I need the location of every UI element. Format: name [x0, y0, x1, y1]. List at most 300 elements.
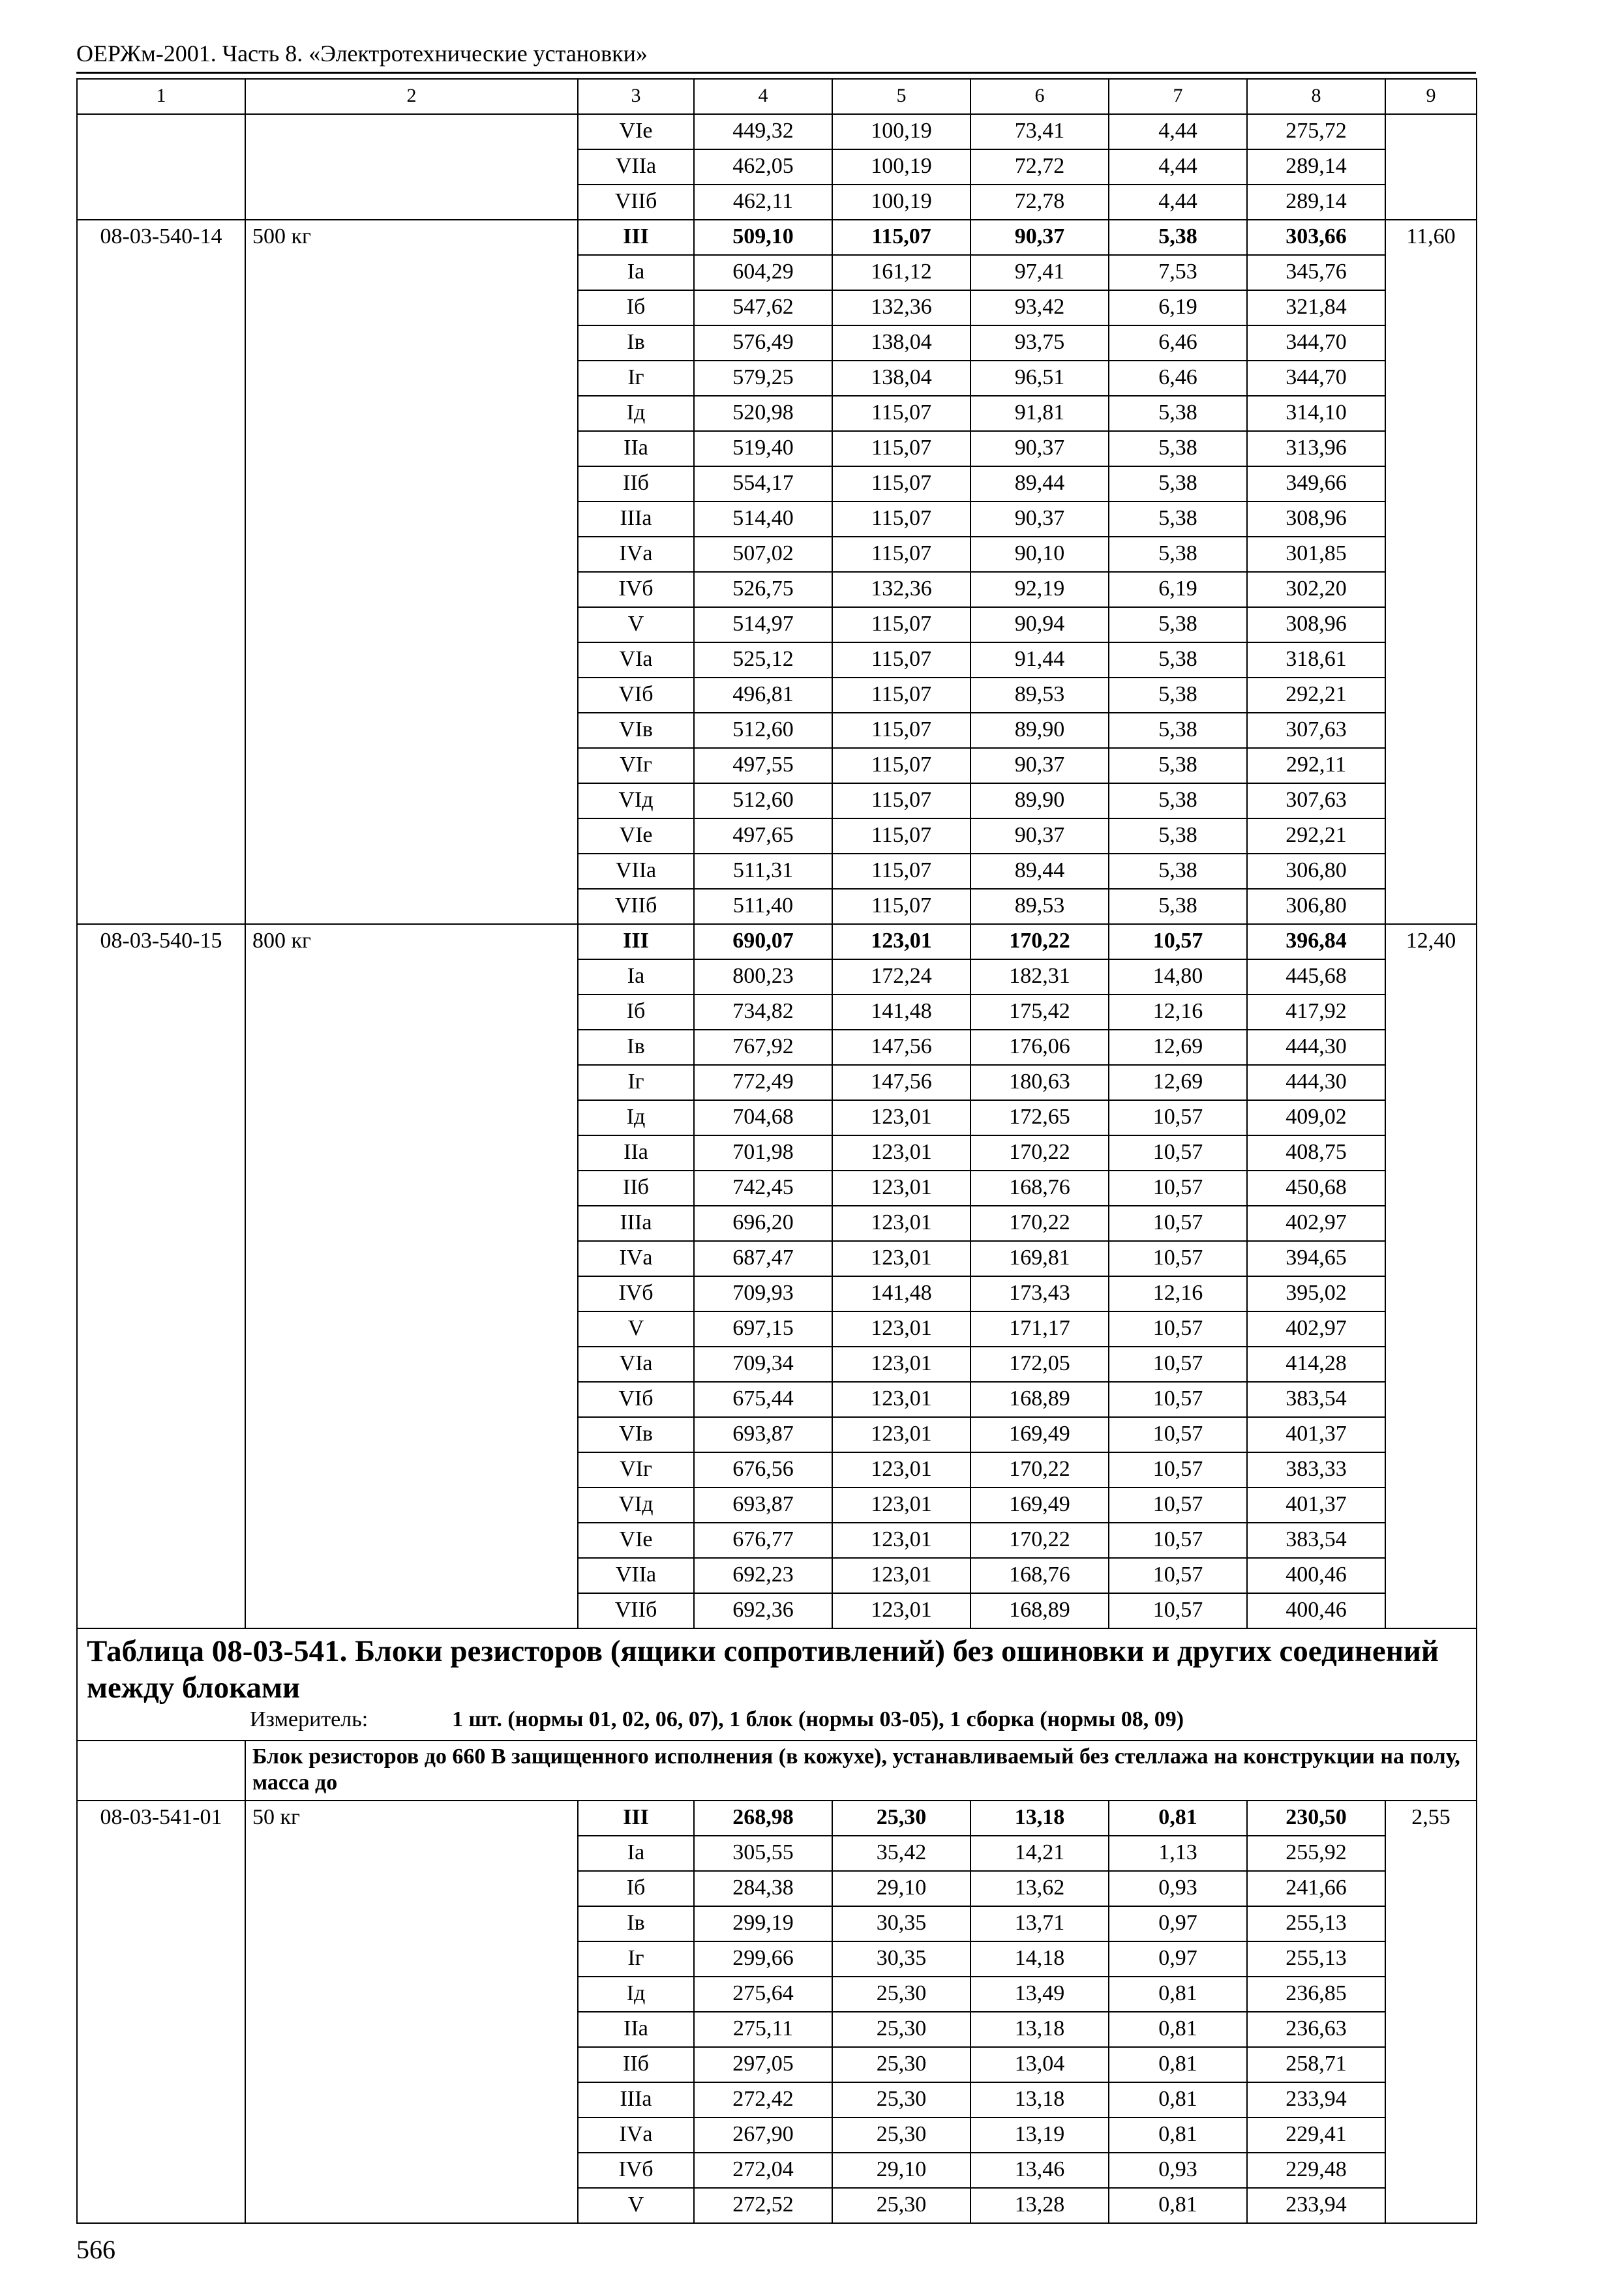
value-cell: 170,22 [970, 1206, 1109, 1241]
value-cell: 383,54 [1247, 1382, 1385, 1417]
column-number: 7 [1109, 79, 1247, 114]
value-cell: 115,07 [832, 783, 970, 818]
zone-cell: V [578, 607, 694, 642]
zone-cell: VIв [578, 713, 694, 748]
value-cell: 175,42 [970, 995, 1109, 1030]
value-cell: 0,81 [1109, 2117, 1247, 2153]
value-cell: 100,19 [832, 185, 970, 220]
value-cell: 6,19 [1109, 572, 1247, 607]
zone-cell: IIIа [578, 1206, 694, 1241]
value-cell: 4,44 [1109, 185, 1247, 220]
value-cell: 687,47 [694, 1241, 832, 1276]
norm-extra [1385, 114, 1477, 220]
value-cell: 25,30 [832, 1801, 970, 1836]
value-cell: 230,50 [1247, 1801, 1385, 1836]
value-cell: 5,38 [1109, 713, 1247, 748]
zone-cell: Iв [578, 1030, 694, 1065]
value-cell: 10,57 [1109, 1558, 1247, 1593]
value-cell: 236,63 [1247, 2012, 1385, 2047]
value-cell: 35,42 [832, 1836, 970, 1871]
norm-code: 08-03-540-14 [77, 220, 245, 924]
value-cell: 292,21 [1247, 818, 1385, 854]
value-cell: 96,51 [970, 361, 1109, 396]
value-cell: 25,30 [832, 2047, 970, 2082]
value-cell: 25,30 [832, 2188, 970, 2223]
value-cell: 0,97 [1109, 1906, 1247, 1941]
value-cell: 5,38 [1109, 818, 1247, 854]
subheading-row [77, 1741, 1477, 1801]
value-cell: 414,28 [1247, 1347, 1385, 1382]
value-cell: 89,44 [970, 466, 1109, 501]
value-cell: 742,45 [694, 1171, 832, 1206]
value-cell: 344,70 [1247, 361, 1385, 396]
value-cell: 449,32 [694, 114, 832, 149]
value-cell: 692,23 [694, 1558, 832, 1593]
zone-cell: Iа [578, 1836, 694, 1871]
value-cell: 5,38 [1109, 466, 1247, 501]
value-cell: 168,76 [970, 1171, 1109, 1206]
value-cell: 169,81 [970, 1241, 1109, 1276]
value-cell: 6,46 [1109, 361, 1247, 396]
value-cell: 90,10 [970, 537, 1109, 572]
zone-cell: IIб [578, 466, 694, 501]
value-cell: 91,44 [970, 642, 1109, 678]
value-cell: 5,38 [1109, 678, 1247, 713]
zone-cell: Iг [578, 361, 694, 396]
value-cell: 13,49 [970, 1977, 1109, 2012]
norm-code: 08-03-540-15 [77, 924, 245, 1628]
value-cell: 123,01 [832, 1171, 970, 1206]
value-cell: 10,57 [1109, 1382, 1247, 1417]
zone-cell: Iб [578, 995, 694, 1030]
value-cell: 268,98 [694, 1801, 832, 1836]
value-cell: 13,71 [970, 1906, 1109, 1941]
zone-cell: IIIа [578, 501, 694, 537]
value-cell: 90,37 [970, 220, 1109, 255]
value-cell: 10,57 [1109, 1171, 1247, 1206]
value-cell: 90,37 [970, 501, 1109, 537]
zone-cell: VIа [578, 1347, 694, 1382]
value-cell: 4,44 [1109, 114, 1247, 149]
zone-cell: IVа [578, 1241, 694, 1276]
value-cell: 402,97 [1247, 1206, 1385, 1241]
value-cell: 5,38 [1109, 854, 1247, 889]
value-cell: 123,01 [832, 1241, 970, 1276]
value-cell: 400,46 [1247, 1593, 1385, 1628]
value-cell: 97,41 [970, 255, 1109, 290]
zone-cell: Iг [578, 1065, 694, 1100]
value-cell: 30,35 [832, 1941, 970, 1977]
zone-cell: IVб [578, 2153, 694, 2188]
value-cell: 318,61 [1247, 642, 1385, 678]
value-cell: 258,71 [1247, 2047, 1385, 2082]
value-cell: 93,42 [970, 290, 1109, 325]
value-cell: 383,33 [1247, 1452, 1385, 1488]
value-cell: 272,42 [694, 2082, 832, 2117]
zone-cell: VIб [578, 678, 694, 713]
zone-cell: VIIа [578, 854, 694, 889]
value-cell: 693,87 [694, 1417, 832, 1452]
value-cell: 709,93 [694, 1276, 832, 1311]
meter-line [87, 1706, 1467, 1733]
value-cell: 5,38 [1109, 889, 1247, 924]
value-cell: 401,37 [1247, 1417, 1385, 1452]
value-cell: 115,07 [832, 466, 970, 501]
value-cell: 292,21 [1247, 678, 1385, 713]
value-cell: 305,55 [694, 1836, 832, 1871]
value-cell: 10,57 [1109, 924, 1247, 959]
zone-cell: VIe [578, 818, 694, 854]
column-number: 2 [245, 79, 578, 114]
value-cell: 89,90 [970, 783, 1109, 818]
value-cell: 233,94 [1247, 2082, 1385, 2117]
table-caption-row [77, 1628, 1477, 1741]
zone-cell: VIг [578, 748, 694, 783]
value-cell: 115,07 [832, 748, 970, 783]
value-cell: 141,48 [832, 995, 970, 1030]
value-cell: 579,25 [694, 361, 832, 396]
zone-cell: Iв [578, 1906, 694, 1941]
value-cell: 170,22 [970, 924, 1109, 959]
value-cell: 0,93 [1109, 1871, 1247, 1906]
zone-cell: Iг [578, 1941, 694, 1977]
value-cell: 13,28 [970, 2188, 1109, 2223]
value-cell: 25,30 [832, 2082, 970, 2117]
norm-extra: 11,60 [1385, 220, 1477, 924]
value-cell: 497,65 [694, 818, 832, 854]
value-cell: 14,18 [970, 1941, 1109, 1977]
value-cell: 462,11 [694, 185, 832, 220]
value-cell: 168,89 [970, 1593, 1109, 1628]
value-cell: 5,38 [1109, 396, 1247, 431]
value-cell: 409,02 [1247, 1100, 1385, 1135]
value-cell: 10,57 [1109, 1593, 1247, 1628]
zone-cell: IIа [578, 431, 694, 466]
value-cell: 400,46 [1247, 1558, 1385, 1593]
value-cell: 417,92 [1247, 995, 1385, 1030]
value-cell: 169,49 [970, 1488, 1109, 1523]
value-cell: 241,66 [1247, 1871, 1385, 1906]
value-cell: 0,81 [1109, 2188, 1247, 2223]
value-cell: 321,84 [1247, 290, 1385, 325]
value-cell: 236,85 [1247, 1977, 1385, 2012]
value-cell: 123,01 [832, 1100, 970, 1135]
value-cell: 161,12 [832, 255, 970, 290]
value-cell: 307,63 [1247, 783, 1385, 818]
value-cell: 255,13 [1247, 1941, 1385, 1977]
column-number: 9 [1385, 79, 1477, 114]
zone-cell: VIIа [578, 149, 694, 185]
zone-cell: VIe [578, 114, 694, 149]
zone-cell: III [578, 1801, 694, 1836]
subheading-empty [77, 1741, 245, 1801]
value-cell: 13,18 [970, 1801, 1109, 1836]
meter-value: 1 шт. (нормы 01, 02, 06, 07), 1 блок (нормы 03-05), 1 сборка (нормы 08, 09) [452, 1707, 1184, 1731]
zone-cell: IVб [578, 1276, 694, 1311]
value-cell: 123,01 [832, 1523, 970, 1558]
value-cell: 90,37 [970, 431, 1109, 466]
value-cell: 123,01 [832, 1488, 970, 1523]
value-cell: 115,07 [832, 678, 970, 713]
value-cell: 306,80 [1247, 854, 1385, 889]
value-cell: 89,53 [970, 678, 1109, 713]
value-cell: 690,07 [694, 924, 832, 959]
value-cell: 344,70 [1247, 325, 1385, 361]
value-cell: 100,19 [832, 114, 970, 149]
value-cell: 1,13 [1109, 1836, 1247, 1871]
value-cell: 307,63 [1247, 713, 1385, 748]
value-cell: 520,98 [694, 396, 832, 431]
value-cell: 147,56 [832, 1030, 970, 1065]
value-cell: 12,69 [1109, 1065, 1247, 1100]
value-cell: 289,14 [1247, 149, 1385, 185]
zone-cell: VIд [578, 1488, 694, 1523]
value-cell: 701,98 [694, 1135, 832, 1171]
value-cell: 497,55 [694, 748, 832, 783]
value-cell: 800,23 [694, 959, 832, 995]
value-cell: 345,76 [1247, 255, 1385, 290]
value-cell: 13,62 [970, 1871, 1109, 1906]
value-cell: 13,18 [970, 2012, 1109, 2047]
value-cell: 10,57 [1109, 1523, 1247, 1558]
zone-cell: VIe [578, 1523, 694, 1558]
value-cell: 12,69 [1109, 1030, 1247, 1065]
value-cell: 526,75 [694, 572, 832, 607]
value-cell: 13,18 [970, 2082, 1109, 2117]
zone-cell: III [578, 220, 694, 255]
value-cell: 14,80 [1109, 959, 1247, 995]
value-cell: 704,68 [694, 1100, 832, 1135]
value-cell: 267,90 [694, 2117, 832, 2153]
zone-cell: VIа [578, 642, 694, 678]
zone-cell: Iд [578, 1977, 694, 2012]
value-cell: 168,76 [970, 1558, 1109, 1593]
value-cell: 297,05 [694, 2047, 832, 2082]
value-cell: 5,38 [1109, 501, 1247, 537]
zone-cell: Iа [578, 255, 694, 290]
value-cell: 123,01 [832, 1206, 970, 1241]
value-cell: 299,66 [694, 1941, 832, 1977]
value-cell: 395,02 [1247, 1276, 1385, 1311]
value-cell: 10,57 [1109, 1206, 1247, 1241]
subheading: Блок резисторов до 660 В защищенного исполнения (в кожухе), устанавливаемый без стеллажа на конструкции на полу, масса до [245, 1741, 1477, 1801]
value-cell: 301,85 [1247, 537, 1385, 572]
value-cell: 123,01 [832, 1382, 970, 1417]
value-cell: 229,48 [1247, 2153, 1385, 2188]
zone-cell: Iа [578, 959, 694, 995]
value-cell: 182,31 [970, 959, 1109, 995]
column-number: 4 [694, 79, 832, 114]
value-cell: 0,81 [1109, 2082, 1247, 2117]
norms-table [76, 78, 1477, 2224]
value-cell: 507,02 [694, 537, 832, 572]
value-cell: 172,24 [832, 959, 970, 995]
column-number: 5 [832, 79, 970, 114]
table-row [77, 924, 1477, 959]
norm-name: 800 кг [245, 924, 578, 1628]
zone-cell: Iд [578, 396, 694, 431]
value-cell: 115,07 [832, 642, 970, 678]
value-cell: 692,36 [694, 1593, 832, 1628]
value-cell: 169,49 [970, 1417, 1109, 1452]
page-number: 566 [76, 2235, 115, 2264]
value-cell: 10,57 [1109, 1135, 1247, 1171]
header-rule [76, 72, 1476, 74]
norm-extra: 2,55 [1385, 1801, 1477, 2223]
value-cell: 576,49 [694, 325, 832, 361]
value-cell: 514,97 [694, 607, 832, 642]
norm-name [245, 114, 578, 220]
value-cell: 123,01 [832, 1311, 970, 1347]
value-cell: 173,43 [970, 1276, 1109, 1311]
value-cell: 496,81 [694, 678, 832, 713]
zone-cell: V [578, 2188, 694, 2223]
zone-cell: IIб [578, 1171, 694, 1206]
value-cell: 89,90 [970, 713, 1109, 748]
value-cell: 10,57 [1109, 1347, 1247, 1382]
value-cell: 73,41 [970, 114, 1109, 149]
value-cell: 170,22 [970, 1452, 1109, 1488]
column-number-row [77, 79, 1477, 114]
value-cell: 0,81 [1109, 1977, 1247, 2012]
value-cell: 394,65 [1247, 1241, 1385, 1276]
value-cell: 275,72 [1247, 114, 1385, 149]
value-cell: 170,22 [970, 1523, 1109, 1558]
value-cell: 115,07 [832, 889, 970, 924]
value-cell: 302,20 [1247, 572, 1385, 607]
value-cell: 292,11 [1247, 748, 1385, 783]
value-cell: 255,13 [1247, 1906, 1385, 1941]
value-cell: 123,01 [832, 1452, 970, 1488]
zone-cell: IVб [578, 572, 694, 607]
value-cell: 10,57 [1109, 1100, 1247, 1135]
value-cell: 275,64 [694, 1977, 832, 2012]
value-cell: 734,82 [694, 995, 832, 1030]
value-cell: 12,16 [1109, 1276, 1247, 1311]
value-cell: 444,30 [1247, 1030, 1385, 1065]
zone-cell: VIв [578, 1417, 694, 1452]
value-cell: 89,53 [970, 889, 1109, 924]
value-cell: 0,97 [1109, 1941, 1247, 1977]
value-cell: 10,57 [1109, 1311, 1247, 1347]
value-cell: 141,48 [832, 1276, 970, 1311]
value-cell: 308,96 [1247, 501, 1385, 537]
value-cell: 100,19 [832, 149, 970, 185]
value-cell: 313,96 [1247, 431, 1385, 466]
zone-cell: VIIа [578, 1558, 694, 1593]
value-cell: 12,16 [1109, 995, 1247, 1030]
zone-cell: Iв [578, 325, 694, 361]
zone-cell: IVа [578, 2117, 694, 2153]
value-cell: 6,46 [1109, 325, 1247, 361]
value-cell: 115,07 [832, 396, 970, 431]
zone-cell: VIIб [578, 1593, 694, 1628]
table-row [77, 114, 1477, 149]
value-cell: 172,05 [970, 1347, 1109, 1382]
value-cell: 91,81 [970, 396, 1109, 431]
table-row [77, 220, 1477, 255]
value-cell: 396,84 [1247, 924, 1385, 959]
value-cell: 115,07 [832, 854, 970, 889]
value-cell: 13,46 [970, 2153, 1109, 2188]
value-cell: 5,38 [1109, 748, 1247, 783]
value-cell: 29,10 [832, 2153, 970, 2188]
zone-cell: V [578, 1311, 694, 1347]
value-cell: 444,30 [1247, 1065, 1385, 1100]
value-cell: 13,19 [970, 2117, 1109, 2153]
zone-cell: VIг [578, 1452, 694, 1488]
zone-cell: IIб [578, 2047, 694, 2082]
value-cell: 525,12 [694, 642, 832, 678]
zone-cell: IVа [578, 537, 694, 572]
value-cell: 709,34 [694, 1347, 832, 1382]
value-cell: 25,30 [832, 2117, 970, 2153]
value-cell: 401,37 [1247, 1488, 1385, 1523]
value-cell: 90,94 [970, 607, 1109, 642]
value-cell: 170,22 [970, 1135, 1109, 1171]
value-cell: 450,68 [1247, 1171, 1385, 1206]
value-cell: 308,96 [1247, 607, 1385, 642]
value-cell: 675,44 [694, 1382, 832, 1417]
norm-code [77, 114, 245, 220]
value-cell: 123,01 [832, 1135, 970, 1171]
value-cell: 123,01 [832, 924, 970, 959]
value-cell: 511,31 [694, 854, 832, 889]
value-cell: 5,38 [1109, 607, 1247, 642]
value-cell: 676,77 [694, 1523, 832, 1558]
value-cell: 772,49 [694, 1065, 832, 1100]
value-cell: 180,63 [970, 1065, 1109, 1100]
column-number: 8 [1247, 79, 1385, 114]
value-cell: 272,04 [694, 2153, 832, 2188]
zone-cell: VIIб [578, 889, 694, 924]
value-cell: 115,07 [832, 607, 970, 642]
value-cell: 123,01 [832, 1347, 970, 1382]
value-cell: 284,38 [694, 1871, 832, 1906]
value-cell: 115,07 [832, 220, 970, 255]
value-cell: 408,75 [1247, 1135, 1385, 1171]
zone-cell: Iб [578, 290, 694, 325]
value-cell: 138,04 [832, 361, 970, 396]
value-cell: 275,11 [694, 2012, 832, 2047]
value-cell: 676,56 [694, 1452, 832, 1488]
value-cell: 176,06 [970, 1030, 1109, 1065]
value-cell: 115,07 [832, 818, 970, 854]
value-cell: 5,38 [1109, 220, 1247, 255]
value-cell: 303,66 [1247, 220, 1385, 255]
value-cell: 0,81 [1109, 2012, 1247, 2047]
value-cell: 7,53 [1109, 255, 1247, 290]
value-cell: 693,87 [694, 1488, 832, 1523]
value-cell: 696,20 [694, 1206, 832, 1241]
value-cell: 4,44 [1109, 149, 1247, 185]
norm-code: 08-03-541-01 [77, 1801, 245, 2223]
zone-cell: VIIб [578, 185, 694, 220]
value-cell: 255,92 [1247, 1836, 1385, 1871]
value-cell: 0,93 [1109, 2153, 1247, 2188]
zone-cell: IIа [578, 2012, 694, 2047]
value-cell: 604,29 [694, 255, 832, 290]
value-cell: 462,05 [694, 149, 832, 185]
value-cell: 90,37 [970, 818, 1109, 854]
zone-cell: IIIа [578, 2082, 694, 2117]
value-cell: 25,30 [832, 2012, 970, 2047]
value-cell: 123,01 [832, 1417, 970, 1452]
value-cell: 0,81 [1109, 1801, 1247, 1836]
value-cell: 519,40 [694, 431, 832, 466]
value-cell: 14,21 [970, 1836, 1109, 1871]
value-cell: 92,19 [970, 572, 1109, 607]
